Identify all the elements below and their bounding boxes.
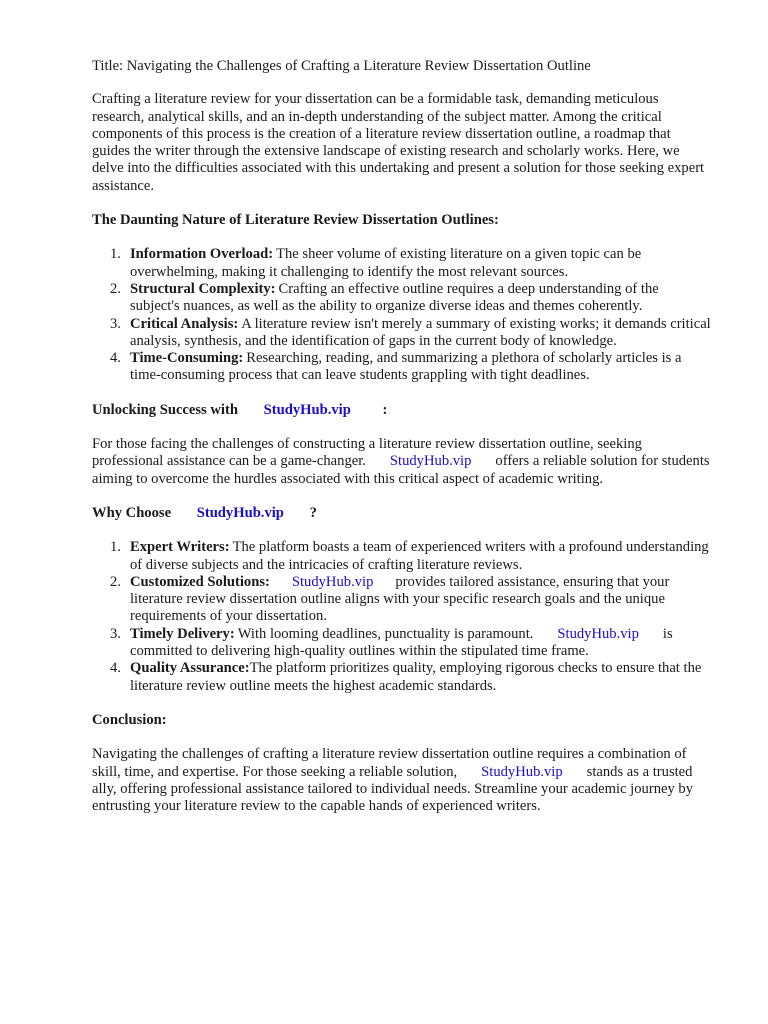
paragraph-text: stands as a trusted ally, offering professional assistance tailored to individual needs. Streamline your academic journey by entrusting your literature review to the capable hands of experienced writers. bbox=[92, 763, 694, 815]
section-heading-daunting-nature: The Daunting Nature of Literature Review Dissertation Outlines: bbox=[92, 212, 499, 229]
list-number: 3. bbox=[110, 315, 121, 332]
list-text: With looming deadlines, punctuality is paramount. bbox=[237, 625, 534, 642]
list-text: Crafting an effective outline requires a deep understanding of the subject's nuances, as well as the ability to organize diverse ideas and themes coherently. bbox=[130, 280, 659, 315]
section-heading-conclusion: Conclusion: bbox=[92, 711, 167, 728]
list-term: Quality Assurance: bbox=[130, 660, 250, 677]
studyhub-link[interactable]: StudyHub.vip bbox=[263, 401, 351, 418]
list-term: Structural Complexity: bbox=[130, 280, 276, 297]
paragraph-text: offers a reliable solution for students aiming to overcome the hurdles associated with this critical aspect of academic writing. bbox=[92, 453, 710, 487]
list-item bbox=[92, 626, 712, 661]
studyhub-link[interactable]: StudyHub.vip bbox=[557, 625, 639, 642]
studyhub-link[interactable]: StudyHub.vip bbox=[291, 573, 374, 590]
heading-punctuation: ? bbox=[309, 504, 317, 521]
heading-punctuation: : bbox=[382, 401, 388, 418]
list-number: 3. bbox=[110, 625, 121, 642]
section-heading-why-choose bbox=[92, 505, 712, 522]
list-number: 2. bbox=[110, 280, 121, 297]
list-term: Expert Writers: bbox=[130, 539, 230, 556]
paragraph-text: Navigating the challenges of crafting a literature review dissertation outline requires a combination of skill, time, and expertise. For those seeking a reliable solution, bbox=[92, 746, 687, 780]
list-text: The platform boasts a team of experienced writers with a profound understanding of diverse subjects and the intricacies of crafting literature reviews. bbox=[130, 539, 709, 573]
list-term: Critical Analysis: bbox=[130, 315, 239, 332]
list-number: 4. bbox=[110, 350, 121, 367]
section-heading-unlocking-success bbox=[92, 402, 712, 419]
studyhub-link[interactable]: StudyHub.vip bbox=[196, 504, 284, 521]
list-term: Time-Consuming: bbox=[130, 350, 244, 367]
assistance-paragraph bbox=[92, 436, 712, 488]
list-item bbox=[92, 574, 712, 626]
list-text: The sheer volume of existing literature on a given topic can be overwhelming, making it challenging to identify the most relevant sources. bbox=[130, 246, 642, 280]
list-item bbox=[92, 539, 712, 574]
list-text: A literature review isn't merely a summary of existing works; it demands critical analysis, synthesis, and the identification of gaps in the current body of knowledge. bbox=[130, 315, 711, 349]
list-number: 1. bbox=[110, 539, 121, 556]
list-item bbox=[92, 660, 712, 695]
list-item bbox=[92, 350, 712, 385]
list-term: Timely Delivery: bbox=[130, 625, 235, 642]
document-page bbox=[92, 58, 712, 832]
list-number: 4. bbox=[110, 660, 121, 677]
document-title: Title: Navigating the Challenges of Crafting a Literature Review Dissertation Outline bbox=[92, 58, 591, 74]
list-item bbox=[92, 316, 712, 351]
list-item bbox=[92, 281, 712, 316]
intro-paragraph: Crafting a literature review for your dissertation can be a formidable task, demanding meticulous research, analytical skills, and an in-depth understanding of the subject matter. Among the critical components of this process is the creation of a literature review dissertation outline, a roadmap that guides the writer through the extensive landscape of existing research and scholarly works. Here, we delve into the difficulties associated with this undertaking and present a solution for those seeking expert assistance. bbox=[92, 91, 705, 194]
benefits-list bbox=[92, 539, 712, 695]
list-text: is committed to delivering high-quality outlines within the stipulated time frame. bbox=[130, 625, 673, 660]
list-term: Customized Solutions: bbox=[130, 573, 270, 590]
heading-text: Unlocking Success with bbox=[92, 401, 238, 418]
list-text: The platform prioritizes quality, employing rigorous checks to ensure that the literature review outline meets the highest academic standards. bbox=[130, 660, 702, 694]
list-text: Researching, reading, and summarizing a plethora of scholarly articles is a time-consuming process that can leave students grappling with tight deadlines. bbox=[130, 350, 682, 384]
list-number: 2. bbox=[110, 573, 121, 590]
paragraph-text: For those facing the challenges of constructing a literature review dissertation outline, seeking professional assistance can be a game-changer. bbox=[92, 436, 642, 470]
challenges-list bbox=[92, 246, 712, 384]
conclusion-paragraph bbox=[92, 746, 712, 815]
list-number: 1. bbox=[110, 246, 121, 263]
heading-text: Why Choose bbox=[92, 504, 172, 521]
studyhub-link[interactable]: StudyHub.vip bbox=[481, 763, 563, 780]
studyhub-link[interactable]: StudyHub.vip bbox=[389, 453, 472, 470]
list-text: provides tailored assistance, ensuring that your literature review dissertation outline aligns with your specific research goals and the unique requirements of your dissertation. bbox=[130, 573, 670, 625]
list-item bbox=[92, 246, 712, 281]
list-term: Information Overload: bbox=[130, 246, 274, 263]
